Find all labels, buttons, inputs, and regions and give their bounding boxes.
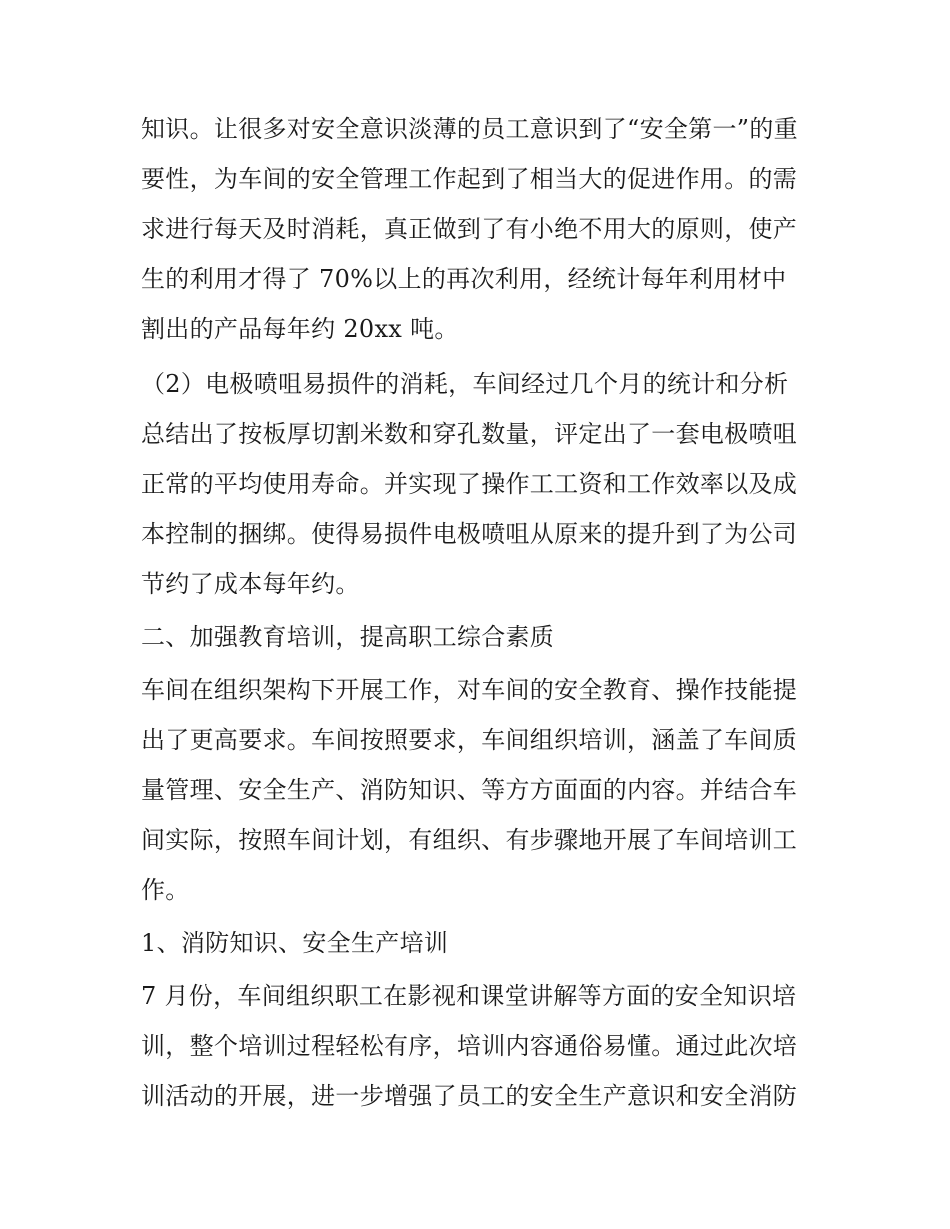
paragraph-line: 总结出了按板厚切割米数和穿孔数量，评定出了一套电极喷咀 <box>141 420 798 448</box>
paragraph-line: 间实际，按照车间计划，有组织、有步骤地开展了车间培训工 <box>141 826 798 854</box>
section-heading: 二、加强教育培训，提高职工综合素质 <box>141 623 555 651</box>
paragraph-line: 训，整个培训过程轻松有序，培训内容通俗易懂。通过此次培 <box>141 1032 798 1060</box>
subsection-heading: 1、消防知识、安全生产培训 <box>141 929 449 957</box>
paragraph-line: 生的利用才得了 70%以上的再次利用，经统计每年利用材中 <box>141 265 787 293</box>
paragraph-line: 量管理、安全生产、消防知识、等方方面面的内容。并结合车 <box>141 776 798 804</box>
paragraph-line: 割出的产品每年约 20xx 吨。 <box>141 315 459 343</box>
paragraph-line: 求进行每天及时消耗，真正做到了有小绝不用大的原则，使产 <box>141 215 798 243</box>
paragraph-line: 本控制的捆绑。使得易损件电极喷咀从原来的提升到了为公司 <box>141 520 798 548</box>
paragraph-line: 正常的平均使用寿命。并实现了操作工工资和工作效率以及成 <box>141 470 798 498</box>
paragraph-line: 作。 <box>141 876 190 904</box>
paragraph-line: 7 月份，车间组织职工在影视和课堂讲解等方面的安全知识培 <box>141 982 797 1010</box>
paragraph-line: （2）电极喷咀易损件的消耗，车间经过几个月的统计和分析 <box>141 370 789 398</box>
paragraph-line: 知识。让很多对安全意识淡薄的员工意识到了“安全第一”的重 <box>141 115 798 143</box>
paragraph-line: 节约了成本每年约。 <box>141 570 360 598</box>
paragraph-line: 训活动的开展，进一步增强了员工的安全生产意识和安全消防 <box>141 1082 798 1110</box>
paragraph-line: 出了更高要求。车间按照要求，车间组织培训，涵盖了车间质 <box>141 726 798 754</box>
paragraph-line: 要性，为车间的安全管理工作起到了相当大的促进作用。的需 <box>141 165 798 193</box>
paragraph-line: 车间在组织架构下开展工作，对车间的安全教育、操作技能提 <box>141 676 798 704</box>
